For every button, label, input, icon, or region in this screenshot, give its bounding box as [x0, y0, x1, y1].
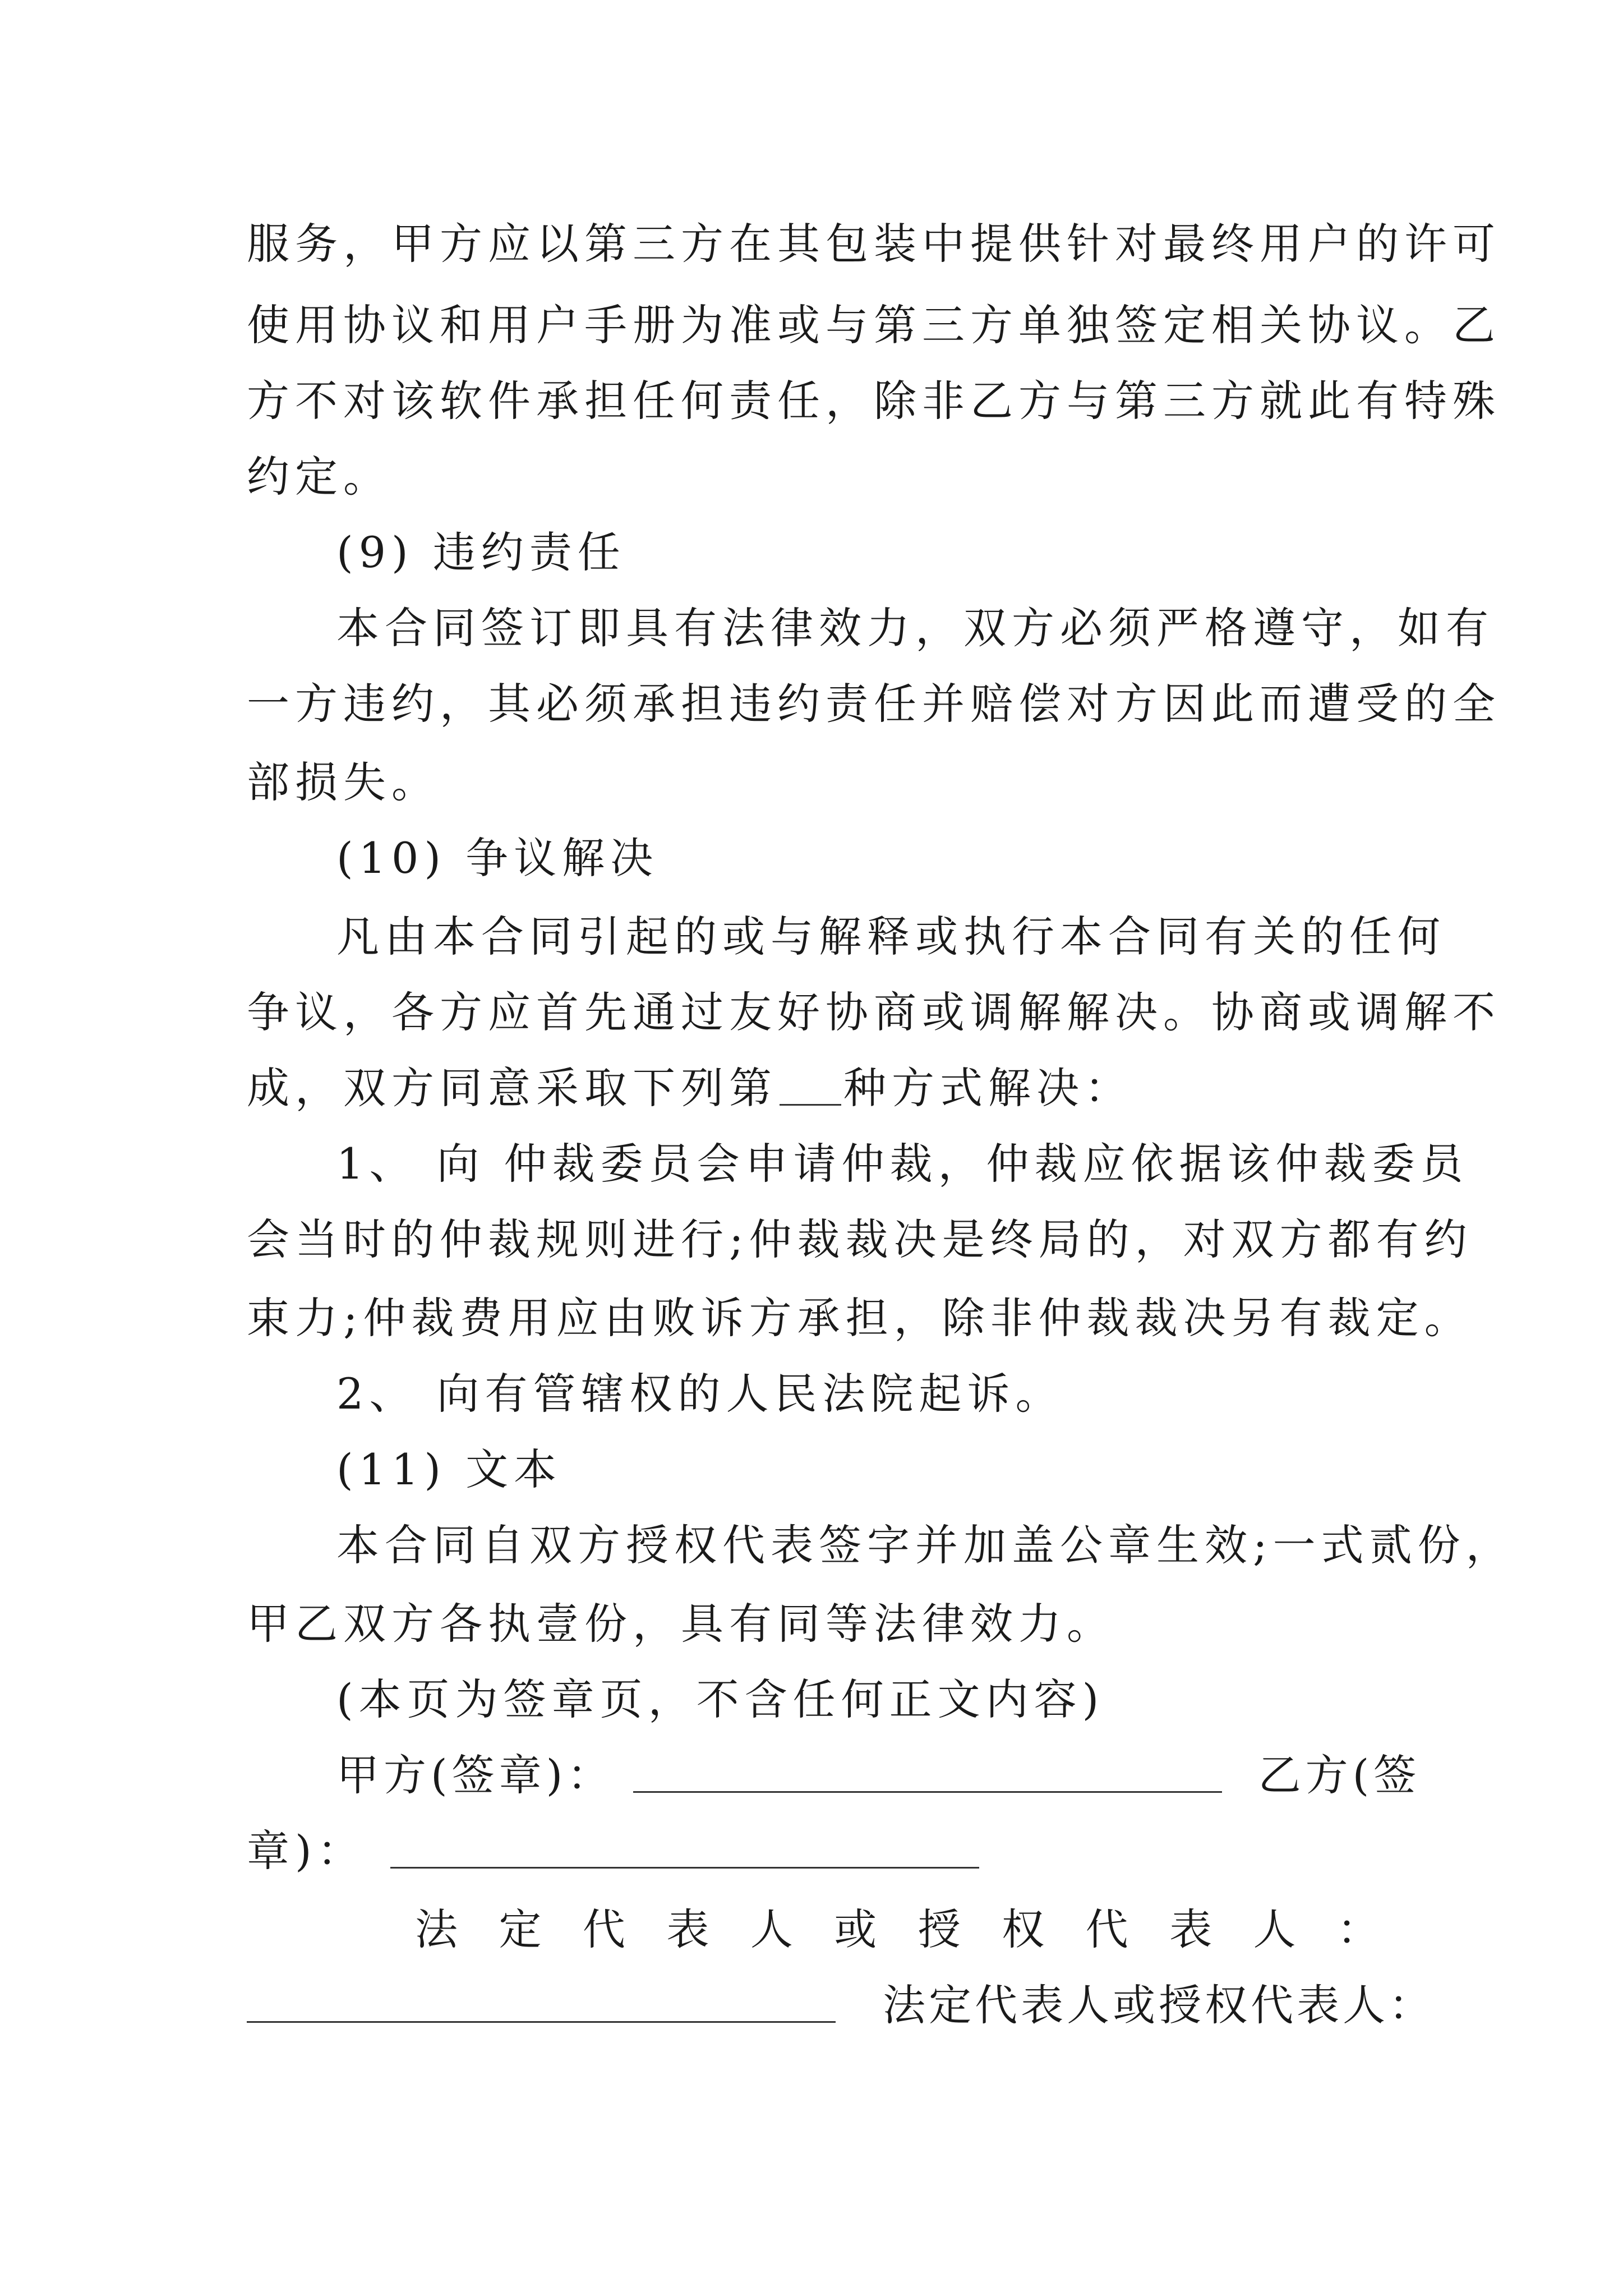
- representative-row: [247, 1977, 1435, 2033]
- section-heading-dispute: (10) 争议解决: [336, 833, 659, 883]
- section-heading-breach: (9) 违约责任: [336, 527, 626, 577]
- representative-label-b: 法定代表人或授权代表人：: [883, 1980, 1435, 2030]
- signature-row-parties: [336, 1747, 1421, 1803]
- body-line-10: 凡由本合同引起的或与解释或执行本合同有关的任何: [336, 912, 1446, 961]
- section-heading-text: (11) 文本: [336, 1444, 562, 1494]
- party-a-label: 甲方(签章)：: [336, 1750, 615, 1800]
- option-1-line-2: 会当时的仲裁规则进行;仲裁裁决是终局的，对双方都有约: [247, 1214, 1473, 1264]
- body-line-3: 方不对该软件承担任何责任，除非乙方与第三方就此有特殊: [247, 376, 1501, 426]
- body-line-4: 约定。: [247, 452, 391, 501]
- body-line-18: 本合同自双方授权代表签字并加盖公章生效;一式贰份，: [336, 1520, 1514, 1570]
- option-1-line-3: 束力;仲裁费用应由败诉方承担，除非仲裁裁决另有裁定。: [247, 1293, 1473, 1343]
- representative-a-signature-blank: [247, 1977, 836, 2023]
- body-line-8: 部损失。: [247, 757, 440, 807]
- body-line-12-start: 成，双方同意采取下列第: [247, 1063, 777, 1113]
- body-line-19: 甲乙双方各执壹份，具有同等法律效力。: [247, 1599, 1115, 1649]
- representative-label-a: 法定代表人或授权代表人：: [415, 1904, 1380, 1954]
- party-a-signature-blank: [633, 1747, 1222, 1793]
- body-line-2: 使用协议和用户手册为准或与第三方单独签定相关协议。乙: [247, 300, 1501, 350]
- party-b-label-row: [247, 1823, 1380, 1879]
- body-line-1: 服务，甲方应以第三方在其包装中提供针对最终用户的许可: [247, 219, 1501, 269]
- body-line-7: 一方违约，其必须承担违约责任并赔偿对方因此而遭受的全: [247, 679, 1501, 729]
- body-line-11: 争议，各方应首先通过友好协商或调解解决。协商或调解不: [247, 987, 1501, 1037]
- party-b-label-end: 章)：: [247, 1826, 366, 1876]
- body-line-12-end: 种方式解决：: [843, 1063, 1133, 1113]
- body-line-6: 本合同签订即具有法律效力，双方必须严格遵守，如有: [336, 603, 1494, 653]
- body-line-12: [247, 1060, 1380, 1116]
- method-number-blank: [780, 1060, 841, 1106]
- signature-page-note: (本页为签章页，不含任何正文内容): [336, 1674, 1105, 1724]
- party-b-label-start: 乙方(签: [1258, 1750, 1421, 1800]
- option-2-line: 2、 向有管辖权的人民法院起诉。: [336, 1369, 1064, 1419]
- party-b-signature-blank: [390, 1823, 979, 1869]
- option-1-line-1: 1、 向 仲裁委员会申请仲裁，仲裁应依据该仲裁委员: [336, 1139, 1469, 1189]
